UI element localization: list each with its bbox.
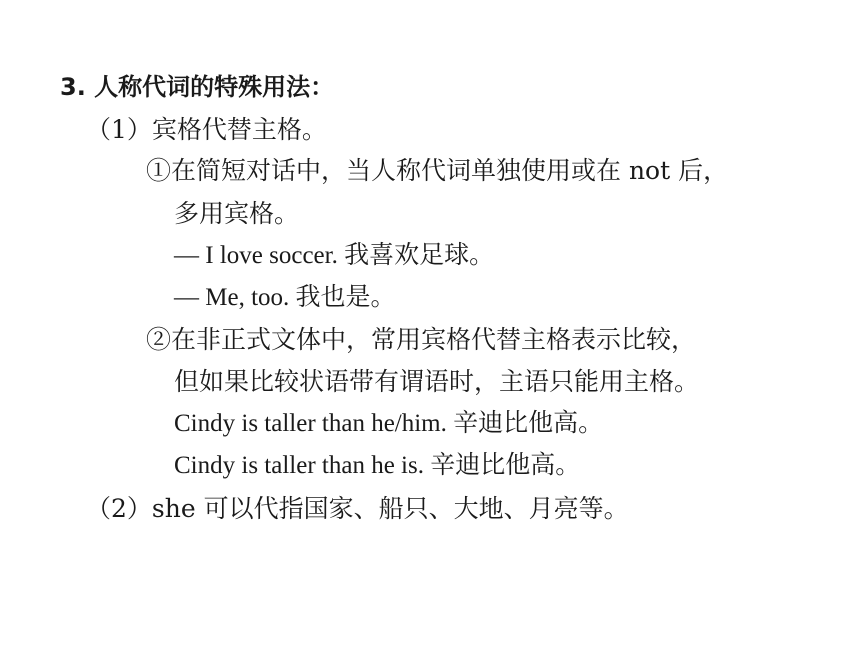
- rule-2-example-1: Cindy is taller than he/him. 辛迪比他高。: [174, 410, 604, 437]
- rule-2-line-1: ②在非正式文体中，常用宾格代替主格表示比较，: [146, 325, 697, 354]
- subsection-1-label: （1）宾格代替主格。: [86, 115, 327, 144]
- rule-2-line-2: 但如果比较状语带有谓语时，主语只能用主格。: [174, 367, 700, 396]
- rule-1-example-2: — Me, too. 我也是。: [174, 284, 396, 311]
- subsection-2-label: （2）she 可以代指国家、船只、大地、月亮等。: [86, 494, 629, 523]
- rule-1-example-1: — I love soccer. 我喜欢足球。: [174, 242, 495, 269]
- rule-2-example-2: Cindy is taller than he is. 辛迪比他高。: [174, 452, 581, 479]
- rule-1-line-1: ①在简短对话中，当人称代词单独使用或在 not 后，: [146, 156, 729, 185]
- section-title: 3. 人称代词的特殊用法：: [60, 73, 335, 101]
- rule-1-line-2: 多用宾格。: [174, 199, 300, 228]
